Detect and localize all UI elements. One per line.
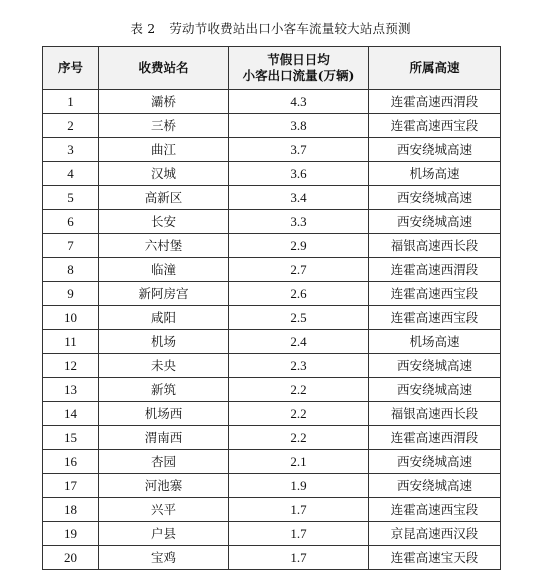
cell-flow: 2.9 <box>229 234 369 258</box>
cell-station: 新筑 <box>99 378 229 402</box>
cell-flow: 3.6 <box>229 162 369 186</box>
cell-station: 灞桥 <box>99 90 229 114</box>
cell-highway: 西安绕城高速 <box>369 210 501 234</box>
cell-station: 长安 <box>99 210 229 234</box>
table-caption <box>0 21 541 37</box>
table-row <box>43 162 501 186</box>
table-row <box>43 114 501 138</box>
table-row <box>43 546 501 570</box>
cell-flow: 3.8 <box>229 114 369 138</box>
header-seq: 序号 <box>43 47 99 90</box>
cell-station: 三桥 <box>99 114 229 138</box>
cell-flow: 2.3 <box>229 354 369 378</box>
table-row <box>43 282 501 306</box>
cell-highway: 连霍高速西渭段 <box>369 426 501 450</box>
cell-flow: 1.7 <box>229 522 369 546</box>
forecast-table <box>42 46 501 570</box>
cell-flow: 3.4 <box>229 186 369 210</box>
cell-flow: 1.9 <box>229 474 369 498</box>
cell-highway: 连霍高速宝天段 <box>369 546 501 570</box>
cell-flow: 3.3 <box>229 210 369 234</box>
cell-seq: 7 <box>43 234 99 258</box>
table-row <box>43 402 501 426</box>
cell-seq: 2 <box>43 114 99 138</box>
table-row <box>43 522 501 546</box>
cell-flow: 2.2 <box>229 402 369 426</box>
header-flow <box>229 47 369 90</box>
cell-station: 机场西 <box>99 402 229 426</box>
table-row <box>43 474 501 498</box>
cell-highway: 连霍高速西宝段 <box>369 282 501 306</box>
cell-highway: 西安绕城高速 <box>369 186 501 210</box>
cell-flow: 2.4 <box>229 330 369 354</box>
cell-seq: 10 <box>43 306 99 330</box>
cell-flow: 1.7 <box>229 546 369 570</box>
table-row <box>43 234 501 258</box>
cell-seq: 3 <box>43 138 99 162</box>
cell-station: 渭南西 <box>99 426 229 450</box>
header-flow-line2: 小客出口流量(万辆) <box>242 68 355 83</box>
table-number: 表 2 <box>130 21 156 36</box>
cell-seq: 20 <box>43 546 99 570</box>
cell-flow: 2.5 <box>229 306 369 330</box>
table-row <box>43 498 501 522</box>
cell-seq: 14 <box>43 402 99 426</box>
table-row <box>43 330 501 354</box>
cell-flow: 2.6 <box>229 282 369 306</box>
cell-station: 宝鸡 <box>99 546 229 570</box>
cell-seq: 5 <box>43 186 99 210</box>
cell-highway: 京昆高速西汉段 <box>369 522 501 546</box>
cell-station: 杏园 <box>99 450 229 474</box>
cell-seq: 9 <box>43 282 99 306</box>
cell-highway: 机场高速 <box>369 330 501 354</box>
cell-seq: 8 <box>43 258 99 282</box>
cell-highway: 连霍高速西宝段 <box>369 306 501 330</box>
cell-seq: 1 <box>43 90 99 114</box>
cell-station: 汉城 <box>99 162 229 186</box>
cell-seq: 4 <box>43 162 99 186</box>
cell-flow: 2.2 <box>229 378 369 402</box>
cell-highway: 连霍高速西渭段 <box>369 258 501 282</box>
cell-highway: 西安绕城高速 <box>369 378 501 402</box>
cell-seq: 12 <box>43 354 99 378</box>
cell-flow: 4.3 <box>229 90 369 114</box>
cell-highway: 连霍高速西渭段 <box>369 90 501 114</box>
cell-station: 机场 <box>99 330 229 354</box>
cell-station: 曲江 <box>99 138 229 162</box>
cell-highway: 连霍高速西宝段 <box>369 114 501 138</box>
cell-seq: 15 <box>43 426 99 450</box>
cell-seq: 17 <box>43 474 99 498</box>
cell-station: 高新区 <box>99 186 229 210</box>
cell-highway: 西安绕城高速 <box>369 138 501 162</box>
cell-flow: 2.7 <box>229 258 369 282</box>
cell-seq: 13 <box>43 378 99 402</box>
table-row <box>43 354 501 378</box>
table-row <box>43 210 501 234</box>
cell-highway: 福银高速西长段 <box>369 402 501 426</box>
cell-station: 临潼 <box>99 258 229 282</box>
cell-station: 河池寨 <box>99 474 229 498</box>
cell-seq: 19 <box>43 522 99 546</box>
cell-seq: 16 <box>43 450 99 474</box>
cell-seq: 18 <box>43 498 99 522</box>
cell-station: 户县 <box>99 522 229 546</box>
header-station: 收费站名 <box>99 47 229 90</box>
table-header <box>43 47 501 90</box>
table-row <box>43 186 501 210</box>
cell-highway: 福银高速西长段 <box>369 234 501 258</box>
cell-highway: 机场高速 <box>369 162 501 186</box>
table-row <box>43 138 501 162</box>
table-row <box>43 258 501 282</box>
table-row <box>43 306 501 330</box>
cell-station: 咸阳 <box>99 306 229 330</box>
cell-highway: 西安绕城高速 <box>369 474 501 498</box>
table-title: 劳动节收费站出口小客车流量较大站点预测 <box>169 21 411 36</box>
header-highway: 所属高速 <box>369 47 501 90</box>
cell-flow: 2.2 <box>229 426 369 450</box>
cell-flow: 1.7 <box>229 498 369 522</box>
header-flow-line1: 节假日日均 <box>267 52 330 67</box>
cell-seq: 6 <box>43 210 99 234</box>
header-row <box>43 47 501 90</box>
cell-station: 未央 <box>99 354 229 378</box>
cell-seq: 11 <box>43 330 99 354</box>
cell-station: 兴平 <box>99 498 229 522</box>
cell-flow: 2.1 <box>229 450 369 474</box>
table-row <box>43 90 501 114</box>
cell-highway: 西安绕城高速 <box>369 354 501 378</box>
table-row <box>43 426 501 450</box>
table-row <box>43 450 501 474</box>
cell-highway: 西安绕城高速 <box>369 450 501 474</box>
cell-station: 新阿房宫 <box>99 282 229 306</box>
table-row <box>43 378 501 402</box>
table-body <box>43 90 501 570</box>
cell-station: 六村堡 <box>99 234 229 258</box>
cell-highway: 连霍高速西宝段 <box>369 498 501 522</box>
cell-flow: 3.7 <box>229 138 369 162</box>
